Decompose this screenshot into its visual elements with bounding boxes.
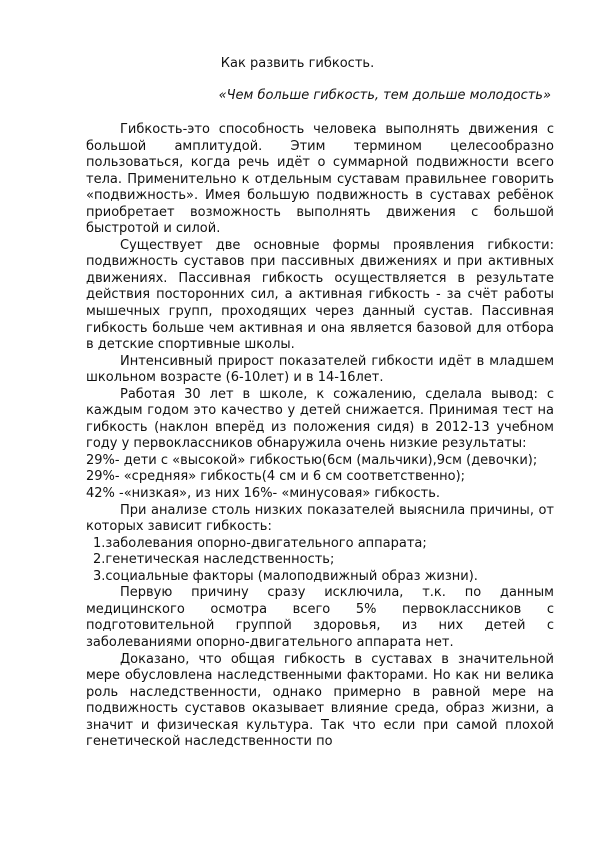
paragraph-heredity: Доказано, что общая гибкость в суставах в значительной мере обусловлена наследственными факторами. Но как ни велика роль наследственности, однако примерно в равной мере на подвижность суставов оказывает влияние среда, образ жизни, а значит и физическая культура. Так что если при самой плохой генетической наследственности по — [86, 651, 554, 750]
document-title: Как развить гибкость. — [220, 56, 375, 71]
reason-item: 3.социальные факторы (малоподвижный образ жизни). — [93, 568, 478, 584]
paragraph-test: Работая 30 лет в школе, к сожалению, сделала вывод: с каждым годом это качество у детей снижается. Принимая тест на гибкость (наклон вперёд из положения сидя) в 2012-13 учебном году у первоклассников обнаружила очень низкие результаты: — [86, 386, 554, 452]
reason-item: 2.генетическая наследственность; — [93, 552, 335, 568]
reasons-list — [86, 536, 554, 586]
result-medium: 29%- «средняя» гибкость(4 см и 6 см соответственно); — [86, 469, 466, 485]
paragraph-exclusion: Первую причину сразу исключила, т.к. по данным медицинского осмотра всего 5% первоклассников с подготовительной группой здоровья, из них детей с заболеваниями опорно-двигательного аппарата нет. — [86, 585, 554, 650]
result-low: 42% -«низкая», из них 16%- «минусовая» гибкость. — [86, 486, 441, 502]
paragraph-definition: Гибкость-это способность человека выполнять движения с большой амплитудой. Этим термином целесообразно пользоваться, когда речь идёт о суммарной подвижности всего тела. Применительно к отдельным суставам правильнее говорить «подвижность». Имея большую подвижность в суставах ребёнок приобретает возможность выполнять движения с большой быстротой и силой. — [86, 122, 554, 237]
reason-item: 1.заболевания опорно-двигательного аппарата; — [93, 535, 427, 551]
result-high: 29%- дети с «высокой» гибкостью(6см (мальчики),9см (девочки); — [86, 452, 538, 468]
paragraph-forms: Существует две основные формы проявления гибкости: подвижность суставов при пассивных движениях и при активных движениях. Пассивная гибкость осуществляется в результате действия посторонних сил, а активная гибкость - за счёт работы мышечных групп, проходящих через данный сустав. Пассивная гибкость больше чем активная и она является базовой для отбора в детские спортивные школы. — [86, 237, 554, 353]
paragraph-age: Интенсивный прирост показателей гибкости идёт в младшем школьном возрасте (6-10лет) и в 14-16лет. — [86, 353, 554, 386]
paragraph-analysis: При анализе столь низких показателей выяснила причины, от которых зависит гибкость: — [86, 502, 554, 535]
epigraph: «Чем больше гибкость, тем дольше молодость» — [218, 88, 551, 103]
document-body — [86, 122, 554, 751]
